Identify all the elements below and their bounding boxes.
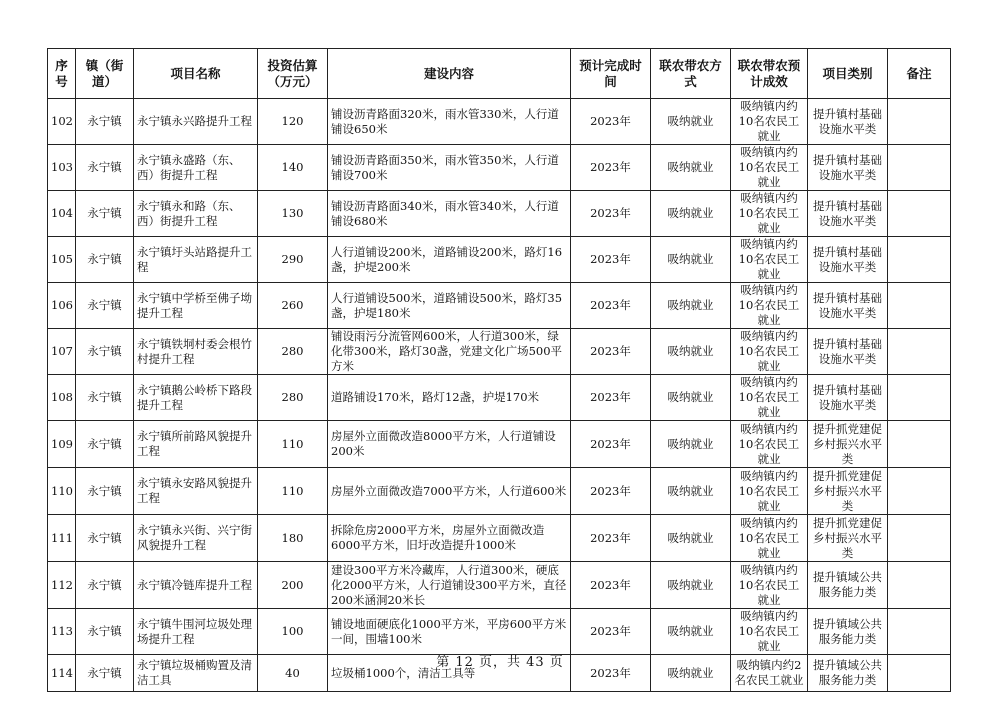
header-town: 镇（街道） <box>76 49 134 99</box>
cell-content: 铺设雨污分流管网600米，人行道300米，绿化带300米，路灯30盏，党建文化广场500平方米 <box>328 329 571 375</box>
cell-name: 永宁镇中学桥至佛子坳提升工程 <box>134 283 258 329</box>
cell-town: 永宁镇 <box>76 99 134 145</box>
cell-invest: 290 <box>258 237 328 283</box>
cell-seq: 111 <box>48 515 76 562</box>
header-name: 项目名称 <box>134 49 258 99</box>
cell-remark <box>888 562 951 609</box>
cell-mode: 吸纳就业 <box>651 655 731 692</box>
cell-invest: 200 <box>258 562 328 609</box>
cell-town: 永宁镇 <box>76 421 134 468</box>
cell-effect: 吸纳镇内约10名农民工就业 <box>731 562 808 609</box>
cell-invest: 260 <box>258 283 328 329</box>
cell-category: 提升镇村基础设施水平类 <box>808 237 888 283</box>
cell-remark <box>888 375 951 421</box>
cell-content: 铺设沥青路面340米，雨水管340米，人行道铺设680米 <box>328 191 571 237</box>
table-row <box>48 99 951 145</box>
table-row <box>48 329 951 375</box>
cell-remark <box>888 145 951 191</box>
cell-mode: 吸纳就业 <box>651 515 731 562</box>
cell-town: 永宁镇 <box>76 468 134 515</box>
cell-town: 永宁镇 <box>76 515 134 562</box>
cell-category: 提升镇域公共服务能力类 <box>808 655 888 692</box>
cell-mode: 吸纳就业 <box>651 468 731 515</box>
cell-mode: 吸纳就业 <box>651 375 731 421</box>
cell-effect: 吸纳镇内约10名农民工就业 <box>731 468 808 515</box>
cell-invest: 280 <box>258 329 328 375</box>
cell-mode: 吸纳就业 <box>651 237 731 283</box>
project-table <box>47 48 951 692</box>
cell-remark <box>888 609 951 655</box>
cell-town: 永宁镇 <box>76 283 134 329</box>
cell-seq: 107 <box>48 329 76 375</box>
cell-name: 永宁镇永兴街、兴宁街风貌提升工程 <box>134 515 258 562</box>
table-row <box>48 515 951 562</box>
cell-seq: 110 <box>48 468 76 515</box>
cell-seq: 106 <box>48 283 76 329</box>
cell-invest: 280 <box>258 375 328 421</box>
table-row <box>48 609 951 655</box>
cell-town: 永宁镇 <box>76 562 134 609</box>
cell-invest: 100 <box>258 609 328 655</box>
table-row <box>48 283 951 329</box>
cell-invest: 110 <box>258 421 328 468</box>
cell-remark <box>888 329 951 375</box>
header-category: 项目类别 <box>808 49 888 99</box>
table-row <box>48 562 951 609</box>
cell-mode: 吸纳就业 <box>651 329 731 375</box>
cell-time: 2023年 <box>571 421 651 468</box>
cell-time: 2023年 <box>571 145 651 191</box>
cell-time: 2023年 <box>571 468 651 515</box>
cell-name: 永宁镇冷链库提升工程 <box>134 562 258 609</box>
cell-name: 永宁镇垃圾桶购置及清洁工具 <box>134 655 258 692</box>
cell-time: 2023年 <box>571 283 651 329</box>
cell-category: 提升抓党建促乡村振兴水平类 <box>808 468 888 515</box>
cell-category: 提升镇村基础设施水平类 <box>808 375 888 421</box>
cell-remark <box>888 515 951 562</box>
cell-town: 永宁镇 <box>76 145 134 191</box>
cell-mode: 吸纳就业 <box>651 145 731 191</box>
cell-mode: 吸纳就业 <box>651 421 731 468</box>
cell-content: 房屋外立面微改造8000平方米，人行道铺设200米 <box>328 421 571 468</box>
cell-invest: 180 <box>258 515 328 562</box>
cell-mode: 吸纳就业 <box>651 283 731 329</box>
cell-time: 2023年 <box>571 329 651 375</box>
table-row <box>48 191 951 237</box>
cell-category: 提升镇村基础设施水平类 <box>808 191 888 237</box>
cell-mode: 吸纳就业 <box>651 99 731 145</box>
cell-town: 永宁镇 <box>76 237 134 283</box>
cell-time: 2023年 <box>571 655 651 692</box>
cell-remark <box>888 191 951 237</box>
cell-remark <box>888 421 951 468</box>
table-row <box>48 145 951 191</box>
cell-mode: 吸纳就业 <box>651 562 731 609</box>
table-row <box>48 468 951 515</box>
cell-content: 垃圾桶1000个，清洁工具等 <box>328 655 571 692</box>
header-time: 预计完成时间 <box>571 49 651 99</box>
cell-time: 2023年 <box>571 562 651 609</box>
cell-name: 永宁镇永盛路（东、西）街提升工程 <box>134 145 258 191</box>
table-body <box>48 99 951 692</box>
cell-effect: 吸纳镇内约10名农民工就业 <box>731 515 808 562</box>
header-content: 建设内容 <box>328 49 571 99</box>
cell-category: 提升镇村基础设施水平类 <box>808 283 888 329</box>
cell-category: 提升镇域公共服务能力类 <box>808 609 888 655</box>
cell-content: 铺设地面硬底化1000平方米，平房600平方米一间，围墙100米 <box>328 609 571 655</box>
cell-remark <box>888 237 951 283</box>
cell-content: 铺设沥青路面350米，雨水管350米，人行道铺设700米 <box>328 145 571 191</box>
header-invest: 投资估算（万元） <box>258 49 328 99</box>
cell-content: 道路铺设170米，路灯12盏，护堤170米 <box>328 375 571 421</box>
cell-category: 提升抓党建促乡村振兴水平类 <box>808 515 888 562</box>
cell-seq: 105 <box>48 237 76 283</box>
cell-effect: 吸纳镇内约10名农民工就业 <box>731 191 808 237</box>
cell-seq: 114 <box>48 655 76 692</box>
cell-content: 建设300平方米冷藏库，人行道300米，硬底化2000平方米，人行道铺设300平方米，直径200米涵洞20米长 <box>328 562 571 609</box>
cell-time: 2023年 <box>571 375 651 421</box>
cell-seq: 108 <box>48 375 76 421</box>
cell-invest: 110 <box>258 468 328 515</box>
cell-town: 永宁镇 <box>76 655 134 692</box>
cell-town: 永宁镇 <box>76 609 134 655</box>
cell-content: 拆除危房2000平方米，房屋外立面微改造6000平方米，旧圩改造提升1000米 <box>328 515 571 562</box>
cell-effect: 吸纳镇内约10名农民工就业 <box>731 329 808 375</box>
cell-category: 提升抓党建促乡村振兴水平类 <box>808 421 888 468</box>
cell-town: 永宁镇 <box>76 191 134 237</box>
cell-category: 提升镇域公共服务能力类 <box>808 562 888 609</box>
page-footer: 第 12 页，共 43 页 <box>436 655 564 670</box>
cell-category: 提升镇村基础设施水平类 <box>808 145 888 191</box>
cell-seq: 109 <box>48 421 76 468</box>
cell-effect: 吸纳镇内约10名农民工就业 <box>731 609 808 655</box>
cell-seq: 112 <box>48 562 76 609</box>
cell-time: 2023年 <box>571 191 651 237</box>
cell-effect: 吸纳镇内约10名农民工就业 <box>731 99 808 145</box>
cell-content: 人行道铺设500米，道路铺设500米，路灯35盏，护堤180米 <box>328 283 571 329</box>
cell-time: 2023年 <box>571 609 651 655</box>
cell-invest: 40 <box>258 655 328 692</box>
cell-content: 房屋外立面微改造7000平方米，人行道600米 <box>328 468 571 515</box>
cell-invest: 120 <box>258 99 328 145</box>
table-row <box>48 237 951 283</box>
cell-mode: 吸纳就业 <box>651 191 731 237</box>
cell-name: 永宁镇所前路风貌提升工程 <box>134 421 258 468</box>
cell-time: 2023年 <box>571 515 651 562</box>
cell-remark <box>888 468 951 515</box>
cell-name: 永宁镇永安路风貌提升工程 <box>134 468 258 515</box>
cell-name: 永宁镇鹅公岭桥下路段提升工程 <box>134 375 258 421</box>
cell-content: 人行道铺设200米，道路铺设200米，路灯16盏，护堤200米 <box>328 237 571 283</box>
cell-name: 永宁镇永和路（东、西）街提升工程 <box>134 191 258 237</box>
cell-content: 铺设沥青路面320米，雨水管330米，人行道铺设650米 <box>328 99 571 145</box>
cell-seq: 103 <box>48 145 76 191</box>
cell-name: 永宁镇牛围河垃圾处理场提升工程 <box>134 609 258 655</box>
cell-town: 永宁镇 <box>76 375 134 421</box>
cell-seq: 102 <box>48 99 76 145</box>
cell-effect: 吸纳镇内约10名农民工就业 <box>731 237 808 283</box>
cell-time: 2023年 <box>571 237 651 283</box>
cell-invest: 130 <box>258 191 328 237</box>
cell-town: 永宁镇 <box>76 329 134 375</box>
cell-effect: 吸纳镇内约10名农民工就业 <box>731 145 808 191</box>
cell-invest: 140 <box>258 145 328 191</box>
header-remark: 备注 <box>888 49 951 99</box>
cell-mode: 吸纳就业 <box>651 609 731 655</box>
cell-category: 提升镇村基础设施水平类 <box>808 329 888 375</box>
cell-effect: 吸纳镇内约10名农民工就业 <box>731 375 808 421</box>
cell-remark <box>888 99 951 145</box>
cell-remark <box>888 283 951 329</box>
table-row <box>48 421 951 468</box>
table-header-row <box>48 49 951 99</box>
cell-effect: 吸纳镇内约2名农民工就业 <box>731 655 808 692</box>
cell-seq: 104 <box>48 191 76 237</box>
cell-category: 提升镇村基础设施水平类 <box>808 99 888 145</box>
cell-time: 2023年 <box>571 99 651 145</box>
cell-name: 永宁镇圩头站路提升工程 <box>134 237 258 283</box>
header-seq: 序号 <box>48 49 76 99</box>
cell-seq: 113 <box>48 609 76 655</box>
table-row <box>48 375 951 421</box>
cell-effect: 吸纳镇内约10名农民工就业 <box>731 421 808 468</box>
cell-effect: 吸纳镇内约10名农民工就业 <box>731 283 808 329</box>
header-mode: 联农带农方式 <box>651 49 731 99</box>
cell-name: 永宁镇铁垌村委会根竹村提升工程 <box>134 329 258 375</box>
header-effect: 联农带农预计成效 <box>731 49 808 99</box>
cell-name: 永宁镇永兴路提升工程 <box>134 99 258 145</box>
